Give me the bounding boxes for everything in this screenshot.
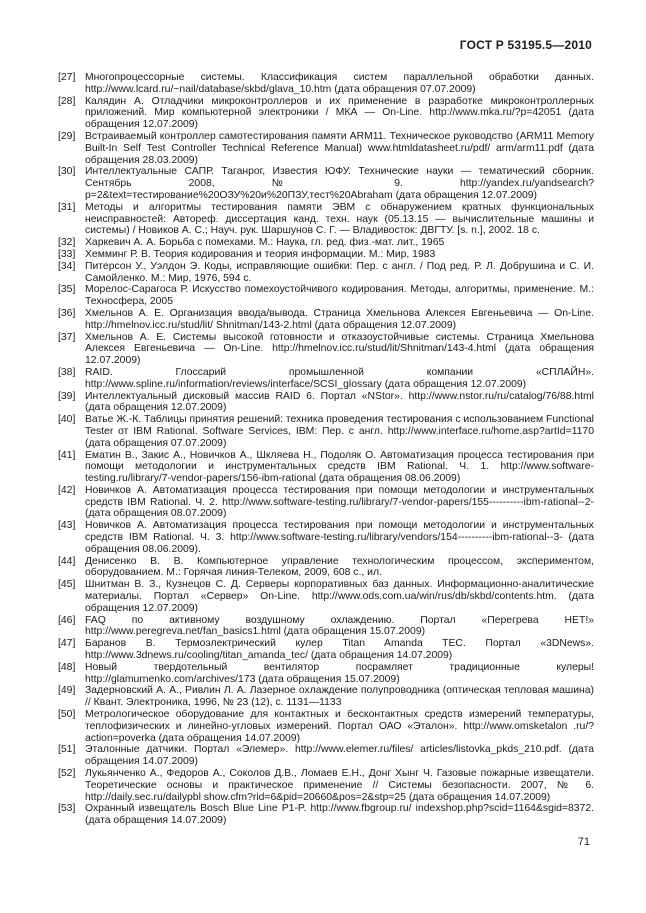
reference-number: [38] [58,366,76,378]
reference-entry [58,744,594,768]
reference-number: [46] [58,614,76,626]
reference-number: [43] [58,520,76,532]
reference-entry [58,308,594,332]
reference-text: Многопроцессорные системы. Классификация систем параллельной обработки данных. http://www.lcard.ru/~nail/database/skbd/glava_10.htm (дата обращения 07.07.2009) [85,72,594,95]
reference-entry [58,768,594,803]
references-list [58,72,594,827]
reference-text: Интеллектуальные САПР. Таганрог, Известия ЮФУ. Технические науки — тематический сборник. Сентябрь 2008, № 9. http://yandex.ru/yandsearch?p=2&text=тестирование%20ОЗУ%20и%20ПЗУ,тест%20Abraham (дата обращения 12.07.2009) [85,166,594,201]
reference-number: [50] [58,709,76,721]
page-header-standard-number: ГОСТ Р 53195.5—2010 [459,38,592,52]
reference-text: Шнитман В. З., Кузнецов С. Д. Серверы корпоративных баз данных. Информационно-аналитические материалы. Портал «Сервер» On-Line. http://www.ods.com.ua/win/rus/db/skbd/contents.htm. (дата обращения 12.07.2009) [85,579,594,614]
reference-entry [58,556,594,580]
reference-text: Морелос-Сарагоса Р. Искусство помехоустойчивого кодирования. Методы, алгоритмы, применение. М.: Техносфера, 2005 [85,284,594,308]
reference-text: Харкевич А. А. Борьба с помехами. М.: Наука, гл. ред. физ.-мат. лит., 1965 [85,237,445,249]
reference-entry [58,615,594,639]
reference-text: Новичков А. Автоматизация процесса тестирования при помощи методологии и инструментальных средств IBM Rational. Ч. 3. http://www.software-testing.ru/library/vendors/154----------ibm-rational--3- (дата обращения 08.06.2009). [85,520,594,555]
reference-entry [58,332,594,367]
reference-text: FAQ по активному воздушному охлаждению. Портал «Перегрева НЕТ!» http://www.peregreva.net/fan_basics1.html (дата обращения 15.07.2009) [85,614,594,638]
reference-entry [58,261,594,285]
reference-entry [58,638,594,662]
reference-entry [58,662,594,686]
reference-entry [58,709,594,744]
page-number: 71 [577,836,590,848]
reference-entry [58,249,594,261]
reference-text: Хемминг Р. В. Теория кодирования и теория информации. М.: Мир, 1983 [85,248,436,260]
reference-entry [58,237,594,249]
reference-text: Эталонные датчики. Портал «Элемер». http://www.elemer.ru/files/ articles/listovka_pkds_210.pdf. (дата обращения 14.07.2009) [85,744,594,768]
reference-entry [58,166,594,201]
reference-number: [44] [58,555,76,567]
reference-entry [58,391,594,415]
reference-entry [58,202,594,237]
reference-number: [28] [58,95,76,107]
reference-text: Новый твердотельный вентилятор посрамляет традиционные кулеры! http://glamurnenko.com/archives/173 (дата обращения 15.07.2009) [85,661,594,685]
reference-number: [29] [58,130,76,142]
reference-number: [33] [58,248,76,260]
reference-entry [58,485,594,520]
reference-number: [49] [58,685,76,697]
reference-text: Питерсон У., Уэлдон Э. Коды, исправляющие ошибки: Пер. с англ. / Под ред. Р. Л. Добрушина и С. И. Самойленко. М.: Мир, 1976, 594 с. [85,260,594,284]
reference-text: Методы и алгоритмы тестирования памяти ЭВМ с обнаружением кратных функциональных неисправностей: Автореф. диссертация канд. техн. наук (05.13.15 — вычислительные машины и системы) / Новиков А. С.; Науч. рук. Шаршунов С. Г. — Владивосток: ДВГТУ. [s. n.], 2002. 18 с. [85,201,594,237]
reference-text: Встраиваемый контроллер самотестирования памяти ARM11. Техническое руководство (ARM11 Memory Built-In Self Test Controller Technical Reference Manual) www.htmldatasheet.ru/pdf/ arm/arm11.pdf (дата обращения 28.03.2009) [85,130,594,166]
reference-number: [42] [58,484,76,496]
reference-text: Ватье Ж.-К. Таблицы принятия решений: техника проведения тестирования с использованием Functional Tester от IBM Rational. Software Services, IBM: Пер. с англ. http://www.interface.ru/home.asp?artId=1170 (дата обращения 07.07.2009) [85,414,594,449]
reference-entry [58,450,594,485]
reference-text: Денисенко В. В. Компьютерное управление технологическим процессом, экспериментом, оборудованием. М.: Горячая линия-Телеком, 2009, 608 с., ил. [85,555,594,579]
reference-entry [58,367,594,391]
reference-text: Баранов В. Термоэлектрический кулер Titan Amanda TEC. Портал «3DNews». http://www.3dnews.ru/cooling/titan_amanda_tec/ (дата обращения 14.07.2009) [85,638,594,662]
reference-number: [47] [58,638,76,650]
reference-number: [53] [58,803,76,815]
reference-text: Интеллектуальный дисковый массив RAID 6. Портал «NStor». http://www.nstor.ru/ru/catalog/76/88.html (дата обращения 12.07.2009) [85,390,594,414]
reference-entry [58,131,594,166]
reference-number: [52] [58,768,76,780]
reference-text: Ематин В., Закис А., Новичков А., Шкляева Н., Подоляк О. Автоматизация процесса тестирования при помощи методологии и инструментальных средств IBM Rational. Ч. 1. http://www.software-testing.ru/library/7-vendor-papers/156-ibm-rational (дата обращения 08.06.2009) [85,449,594,485]
reference-entry [58,685,594,709]
reference-entry [58,803,594,827]
reference-number: [48] [58,661,76,673]
reference-text: Новичков А. Автоматизация процесса тестирования при помощи методологии и инструментальных средств IBM Rational. Ч. 2. http://www.software-testing.ru/library/7-vendor-papers/155----------ibm-rational--2- (дата обращения 08.07.2009) [85,484,594,520]
reference-number: [34] [58,260,76,272]
reference-entry [58,579,594,614]
reference-number: [45] [58,579,76,591]
reference-number: [27] [58,72,76,83]
reference-text: Метрологическое оборудование для контактных и бесконтактных средств измерений температуры, теплофизических и линейно-угловых измерений. Портал ОАО «Эталон». http://www.omsketalon .ru/?action=poverka (дата обращения 14.07.2009) [85,709,594,744]
reference-text: Хмельнов А. Е. Системы высокой готовности и отказоустойчивые системы. Страница Хмельнова Алексея Евгеньевича — On-Line. http://hmelnov.icc.ru/stud/lit/Shnitman/143-4.html (дата обращения 12.07.2009) [85,331,594,367]
reference-number: [37] [58,331,76,343]
reference-number: [41] [58,449,76,461]
reference-number: [51] [58,744,76,756]
reference-entry [58,520,594,555]
reference-text: Хмельнов А. Е. Организация ввода/вывода. Страница Хмельнова Алексея Евгеньевича — On-Line. http://hmelnov.icc.ru/stud/lit/ Shnitman/143-2.html (дата обращения 12.07.2009) [85,307,594,331]
reference-entry [58,96,594,131]
reference-text: Задерновский А. А., Ривлин Л. А. Лазерное охлаждение полупроводника (оптическая тепловая машина) // Квант. Электроника, 1996, № 23 (12), с. 1131—1133 [85,685,594,709]
reference-number: [39] [58,390,76,402]
reference-number: [40] [58,414,76,426]
reference-entry [58,284,594,308]
reference-number: [35] [58,284,76,296]
reference-text: RAID. Глоссарий промышленной компании «СПЛАЙН». http://www.spline.ru/information/reviews/interface/SCSI_glossary (дата обращения 12.07.2009) [85,366,594,390]
reference-number: [36] [58,307,76,319]
reference-text: Охранный извещатель Bosch Blue Line P1-P. http://www.fbgroup.ru/ indexshop.php?scid=1164&sgid=8372. (дата обращения 14.07.2009) [85,803,594,827]
reference-number: [31] [58,201,76,213]
reference-text: Калядин А. Отладчики микроконтроллеров и их применение в разработке микроконтроллерных приложений. Мир компьютерной электроники / МКА — On-Line. http://www.mka.ru/?p=42051 (дата обращения 12.07.2009) [85,95,594,131]
reference-entry [58,72,594,96]
reference-text: Лукьянченко А., Федоров А., Соколов Д.В., Ломаев Е.Н., Донг Хынг Ч. Газовые пожарные извещатели. Теоретические основы и практическое применение // Системы безопасности. 2007, № 6. http://daily.sec.ru/dailypbl show.cfm?rid=6&pid=20660&pos=2&stp=25 (дата обращения 14.07.2009) [85,768,594,803]
reference-number: [32] [58,237,76,249]
reference-entry [58,414,594,449]
reference-number: [30] [58,166,76,178]
